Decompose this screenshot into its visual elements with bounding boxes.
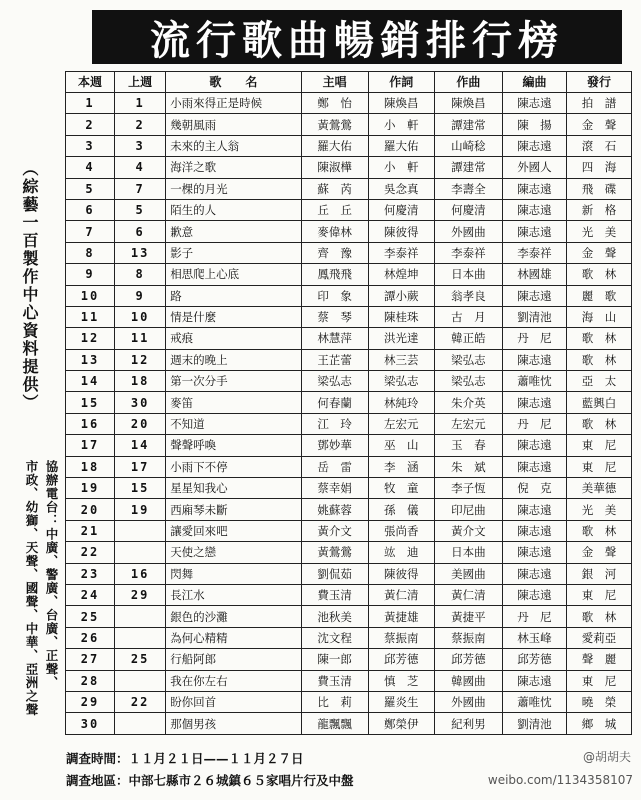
cell-composer: 朱介英	[434, 392, 502, 413]
cell-lyricist: 洪光達	[368, 328, 434, 349]
cell-lyricist: 牧 童	[368, 478, 434, 499]
cell-song: 海洋之歌	[166, 157, 301, 178]
table-row	[66, 413, 632, 434]
cell-arranger: 劉清池	[502, 713, 566, 734]
cell-composer: 外國曲	[434, 221, 502, 242]
cell-arranger: 邱芳德	[502, 649, 566, 670]
cell-label: 東 尼	[566, 670, 631, 691]
cell-last-week: 20	[115, 413, 166, 434]
cell-song: 閃舞	[166, 563, 301, 584]
cell-last-week: 30	[115, 392, 166, 413]
cell-lyricist: 陳煥昌	[368, 93, 434, 114]
cell-this-week: 6	[66, 199, 115, 220]
table-row	[66, 478, 632, 499]
cell-song: 週末的晚上	[166, 349, 301, 370]
cell-lyricist: 李 涵	[368, 456, 434, 477]
page-title: 流行歌曲暢銷排行榜	[92, 10, 622, 64]
cell-composer: 印尼曲	[434, 499, 502, 520]
table-row	[66, 264, 632, 285]
cell-song: 小雨來得正是時候	[166, 93, 301, 114]
cell-singer: 梁弘志	[301, 371, 368, 392]
cell-singer: 黃鶯鶯	[301, 114, 368, 135]
cell-song: 陌生的人	[166, 199, 301, 220]
cell-this-week: 30	[66, 713, 115, 734]
cell-label: 歌 林	[566, 349, 631, 370]
cell-last-week: 9	[115, 285, 166, 306]
cell-arranger: 劉清池	[502, 306, 566, 327]
cell-song: 星星知我心	[166, 478, 301, 499]
cell-arranger: 林玉峰	[502, 627, 566, 648]
cell-arranger: 陳志遠	[502, 199, 566, 220]
cell-lyricist: 譚小蕨	[368, 285, 434, 306]
table-row	[66, 499, 632, 520]
cell-composer: 梁弘志	[434, 349, 502, 370]
cell-song: 影子	[166, 242, 301, 263]
cell-singer: 劉侃茹	[301, 563, 368, 584]
cell-song: 我在你左右	[166, 670, 301, 691]
cell-song: 盼你回首	[166, 691, 301, 712]
cell-last-week: 11	[115, 328, 166, 349]
cell-last-week: 22	[115, 691, 166, 712]
cell-song: 戒痕	[166, 328, 301, 349]
cell-arranger: 外國人	[502, 157, 566, 178]
cell-label: 歌 林	[566, 606, 631, 627]
watermark-handle: @胡胡夫	[582, 750, 631, 764]
cell-arranger: 陳志遠	[502, 563, 566, 584]
table-row	[66, 371, 632, 392]
table-row	[66, 328, 632, 349]
cell-arranger: 陳志遠	[502, 520, 566, 541]
table-row	[66, 93, 632, 114]
cell-arranger: 陳志遠	[502, 392, 566, 413]
cell-song: 麥笛	[166, 392, 301, 413]
cell-this-week: 26	[66, 627, 115, 648]
table-row	[66, 627, 632, 648]
cell-this-week: 25	[66, 606, 115, 627]
cell-this-week: 9	[66, 264, 115, 285]
cell-label: 銀 河	[566, 563, 631, 584]
cell-arranger: 林國雄	[502, 264, 566, 285]
cell-lyricist: 李泰祥	[368, 242, 434, 263]
cell-arranger: 陳 揚	[502, 114, 566, 135]
cell-label: 光 美	[566, 499, 631, 520]
cell-composer: 李壽全	[434, 178, 502, 199]
cell-song: 幾朝風雨	[166, 114, 301, 135]
cell-this-week: 28	[66, 670, 115, 691]
table-header-row	[66, 72, 632, 93]
cell-lyricist: 羅炎生	[368, 691, 434, 712]
cell-arranger: 陳志遠	[502, 93, 566, 114]
table-row	[66, 114, 632, 135]
cell-lyricist: 羅大佑	[368, 135, 434, 156]
cell-composer: 黃介文	[434, 520, 502, 541]
cell-singer: 鄭 怡	[301, 93, 368, 114]
cell-this-week: 10	[66, 285, 115, 306]
cell-singer: 岳 雷	[301, 456, 368, 477]
cell-last-week: 6	[115, 221, 166, 242]
cell-song: 情是什麼	[166, 306, 301, 327]
cell-composer: 李子恆	[434, 478, 502, 499]
cell-this-week: 22	[66, 542, 115, 563]
cell-label: 鄉 城	[566, 713, 631, 734]
cell-last-week: 16	[115, 563, 166, 584]
cell-this-week: 1	[66, 93, 115, 114]
cell-this-week: 24	[66, 584, 115, 605]
cell-last-week: 1	[115, 93, 166, 114]
cell-this-week: 29	[66, 691, 115, 712]
cell-lyricist: 梁弘志	[368, 371, 434, 392]
cell-composer: 黃捷平	[434, 606, 502, 627]
cell-singer: 江 玲	[301, 413, 368, 434]
cell-song: 長江水	[166, 584, 301, 605]
cell-arranger: 丹 尼	[502, 328, 566, 349]
cell-last-week	[115, 542, 166, 563]
cell-singer: 池秋美	[301, 606, 368, 627]
cell-composer: 日本曲	[434, 264, 502, 285]
cell-song: 聲聲呼喚	[166, 435, 301, 456]
cell-singer: 姚蘇蓉	[301, 499, 368, 520]
cell-this-week: 2	[66, 114, 115, 135]
cell-composer: 何慶清	[434, 199, 502, 220]
cell-this-week: 3	[66, 135, 115, 156]
cell-composer: 日本曲	[434, 542, 502, 563]
header-song: 歌 名	[166, 72, 301, 93]
header-label: 發行	[566, 72, 631, 93]
cell-label: 東 尼	[566, 584, 631, 605]
cell-last-week: 4	[115, 157, 166, 178]
cell-label: 歌 林	[566, 413, 631, 434]
cell-last-week: 5	[115, 199, 166, 220]
survey-time: 調查時間：１１月２１日——１１月２７日	[66, 751, 304, 766]
table-row	[66, 520, 632, 541]
cell-last-week: 2	[115, 114, 166, 135]
cell-label: 曉 榮	[566, 691, 631, 712]
cell-this-week: 12	[66, 328, 115, 349]
cell-lyricist: 林純玲	[368, 392, 434, 413]
cell-song: 一棵的月光	[166, 178, 301, 199]
cell-this-week: 8	[66, 242, 115, 263]
cell-this-week: 23	[66, 563, 115, 584]
cell-this-week: 11	[66, 306, 115, 327]
cell-this-week: 14	[66, 371, 115, 392]
cell-lyricist: 孫 儀	[368, 499, 434, 520]
cell-singer: 陳一郎	[301, 649, 368, 670]
cell-composer: 左宏元	[434, 413, 502, 434]
table-row	[66, 670, 632, 691]
cell-lyricist: 邱芳德	[368, 649, 434, 670]
cell-last-week: 19	[115, 499, 166, 520]
cell-singer: 蔡 琴	[301, 306, 368, 327]
table-row	[66, 435, 632, 456]
cell-composer: 邱芳德	[434, 649, 502, 670]
table-row	[66, 392, 632, 413]
cell-this-week: 21	[66, 520, 115, 541]
table-row	[66, 606, 632, 627]
cell-singer: 林慧萍	[301, 328, 368, 349]
cell-lyricist: 吳念真	[368, 178, 434, 199]
header-last-week: 上週	[115, 72, 166, 93]
cell-singer: 黃介文	[301, 520, 368, 541]
cell-lyricist: 陳彼得	[368, 221, 434, 242]
cell-label: 藍興白	[566, 392, 631, 413]
cell-last-week: 10	[115, 306, 166, 327]
cell-last-week	[115, 713, 166, 734]
cell-song: 行船阿郎	[166, 649, 301, 670]
cell-last-week: 14	[115, 435, 166, 456]
cell-composer: 韓正皓	[434, 328, 502, 349]
cell-singer: 黃鶯鶯	[301, 542, 368, 563]
stations-line-2: 市政、幼獅、天聲、國聲、中華、亞洲之聲	[24, 460, 39, 717]
cell-label: 東 尼	[566, 435, 631, 456]
table-row	[66, 649, 632, 670]
cell-singer: 蔡幸娟	[301, 478, 368, 499]
stations-note	[2, 460, 60, 770]
cell-label: 愛莉亞	[566, 627, 631, 648]
cell-singer: 王芷蕾	[301, 349, 368, 370]
cell-singer: 印 象	[301, 285, 368, 306]
table-row	[66, 242, 632, 263]
header-arranger: 編曲	[502, 72, 566, 93]
cell-arranger: 李泰祥	[502, 242, 566, 263]
cell-composer: 譚建常	[434, 114, 502, 135]
cell-singer: 麥偉林	[301, 221, 368, 242]
cell-label: 麗 歌	[566, 285, 631, 306]
cell-arranger: 倪 克	[502, 478, 566, 499]
cell-song: 歉意	[166, 221, 301, 242]
header-singer: 主唱	[301, 72, 368, 93]
cell-arranger: 陳志遠	[502, 499, 566, 520]
cell-singer: 陳淑樺	[301, 157, 368, 178]
cell-composer: 李泰祥	[434, 242, 502, 263]
survey-area: 調查地區：中部七縣市２６城鎮６５家唱片行及中盤	[66, 773, 354, 788]
cell-arranger: 陳志遠	[502, 135, 566, 156]
cell-singer: 丘 丘	[301, 199, 368, 220]
cell-composer: 外國曲	[434, 691, 502, 712]
cell-last-week: 8	[115, 264, 166, 285]
cell-last-week: 13	[115, 242, 166, 263]
cell-label: 美華德	[566, 478, 631, 499]
cell-arranger: 陳志遠	[502, 221, 566, 242]
cell-last-week: 25	[115, 649, 166, 670]
cell-label: 金 聲	[566, 242, 631, 263]
cell-song: 天使之戀	[166, 542, 301, 563]
cell-label: 新 格	[566, 199, 631, 220]
cell-this-week: 17	[66, 435, 115, 456]
table-row	[66, 542, 632, 563]
table-row	[66, 691, 632, 712]
header-this-week: 本週	[66, 72, 115, 93]
cell-label: 亞 太	[566, 371, 631, 392]
cell-last-week: 3	[115, 135, 166, 156]
cell-label: 歌 林	[566, 520, 631, 541]
cell-label: 拍 譜	[566, 93, 631, 114]
cell-composer: 玉 春	[434, 435, 502, 456]
cell-composer: 蔡振南	[434, 627, 502, 648]
cell-last-week	[115, 606, 166, 627]
cell-last-week: 7	[115, 178, 166, 199]
cell-label: 四 海	[566, 157, 631, 178]
table-row	[66, 178, 632, 199]
cell-song: 西廂琴未斷	[166, 499, 301, 520]
cell-label: 金 聲	[566, 114, 631, 135]
cell-composer: 山崎稔	[434, 135, 502, 156]
cell-song: 為何心精精	[166, 627, 301, 648]
cell-arranger: 丹 尼	[502, 413, 566, 434]
cell-composer: 古 月	[434, 306, 502, 327]
cell-composer: 譚建常	[434, 157, 502, 178]
header-composer: 作曲	[434, 72, 502, 93]
cell-this-week: 4	[66, 157, 115, 178]
cell-this-week: 7	[66, 221, 115, 242]
cell-last-week: 12	[115, 349, 166, 370]
cell-this-week: 13	[66, 349, 115, 370]
cell-singer: 鳳飛飛	[301, 264, 368, 285]
cell-lyricist: 蔡振南	[368, 627, 434, 648]
cell-singer: 費玉清	[301, 670, 368, 691]
cell-singer: 蘇 芮	[301, 178, 368, 199]
cell-arranger: 蕭唯忱	[502, 691, 566, 712]
cell-last-week: 15	[115, 478, 166, 499]
cell-lyricist: 張尚香	[368, 520, 434, 541]
cell-arranger: 蕭唯忱	[502, 371, 566, 392]
cell-composer: 朱 斌	[434, 456, 502, 477]
cell-label: 海 山	[566, 306, 631, 327]
table-row	[66, 713, 632, 734]
cell-this-week: 27	[66, 649, 115, 670]
cell-singer: 比 莉	[301, 691, 368, 712]
cell-composer: 翁孝良	[434, 285, 502, 306]
table-row	[66, 135, 632, 156]
cell-composer: 韓國曲	[434, 670, 502, 691]
cell-lyricist: 左宏元	[368, 413, 434, 434]
cell-this-week: 15	[66, 392, 115, 413]
cell-this-week: 18	[66, 456, 115, 477]
table-row	[66, 456, 632, 477]
cell-arranger: 陳志遠	[502, 285, 566, 306]
cell-lyricist: 林三芸	[368, 349, 434, 370]
cell-label: 歌 林	[566, 264, 631, 285]
cell-song: 銀色的沙灘	[166, 606, 301, 627]
cell-lyricist: 林煌坤	[368, 264, 434, 285]
cell-lyricist: 黃捷雄	[368, 606, 434, 627]
cell-this-week: 20	[66, 499, 115, 520]
cell-arranger: 陳志遠	[502, 542, 566, 563]
cell-label: 東 尼	[566, 456, 631, 477]
cell-this-week: 16	[66, 413, 115, 434]
cell-last-week: 18	[115, 371, 166, 392]
cell-song: 那個男孩	[166, 713, 301, 734]
header-lyricist: 作詞	[368, 72, 434, 93]
cell-arranger: 丹 尼	[502, 606, 566, 627]
table-row	[66, 199, 632, 220]
cell-composer: 梁弘志	[434, 371, 502, 392]
cell-label: 歌 林	[566, 328, 631, 349]
cell-singer: 羅大佑	[301, 135, 368, 156]
cell-arranger: 陳志遠	[502, 349, 566, 370]
cell-song: 路	[166, 285, 301, 306]
cell-singer: 鄧妙華	[301, 435, 368, 456]
cell-singer: 費玉清	[301, 584, 368, 605]
cell-arranger: 陳志遠	[502, 456, 566, 477]
cell-label: 滾 石	[566, 135, 631, 156]
cell-label: 飛 碟	[566, 178, 631, 199]
cell-lyricist: 鄭榮伊	[368, 713, 434, 734]
cell-lyricist: 巫 山	[368, 435, 434, 456]
watermark-url: weibo.com/1134358107	[487, 773, 633, 787]
cell-label: 光 美	[566, 221, 631, 242]
cell-arranger: 陳志遠	[502, 178, 566, 199]
cell-lyricist: 黃仁清	[368, 584, 434, 605]
cell-lyricist: 小 軒	[368, 114, 434, 135]
cell-composer: 紀利男	[434, 713, 502, 734]
cell-lyricist: 小 軒	[368, 157, 434, 178]
cell-last-week: 17	[115, 456, 166, 477]
stations-line-1: 協辦電台：中廣、警廣、台廣、正聲、	[44, 460, 59, 690]
cell-lyricist: 陳彼得	[368, 563, 434, 584]
cell-song: 讓愛回來吧	[166, 520, 301, 541]
cell-lyricist: 慎 芝	[368, 670, 434, 691]
cell-singer: 龍飄飄	[301, 713, 368, 734]
cell-lyricist: 竑 迪	[368, 542, 434, 563]
source-note: （綜藝一百製作中心資料提供）	[20, 160, 39, 412]
cell-singer: 沈文程	[301, 627, 368, 648]
cell-label: 聲 麗	[566, 649, 631, 670]
chart-table	[65, 71, 632, 735]
cell-arranger: 陳志遠	[502, 670, 566, 691]
cell-singer: 齊 豫	[301, 242, 368, 263]
table-row	[66, 285, 632, 306]
cell-last-week	[115, 520, 166, 541]
table-row	[66, 221, 632, 242]
cell-song: 第一次分手	[166, 371, 301, 392]
cell-arranger: 陳志遠	[502, 584, 566, 605]
cell-arranger: 陳志遠	[502, 435, 566, 456]
cell-last-week	[115, 627, 166, 648]
table-row	[66, 349, 632, 370]
cell-label: 金 聲	[566, 542, 631, 563]
cell-this-week: 5	[66, 178, 115, 199]
cell-composer: 黃仁清	[434, 584, 502, 605]
cell-song: 小雨下不停	[166, 456, 301, 477]
table-row	[66, 157, 632, 178]
cell-composer: 美國曲	[434, 563, 502, 584]
cell-song: 不知道	[166, 413, 301, 434]
cell-lyricist: 陳桂珠	[368, 306, 434, 327]
cell-singer: 何春蘭	[301, 392, 368, 413]
table-row	[66, 306, 632, 327]
table-row	[66, 563, 632, 584]
cell-song: 相思爬上心底	[166, 264, 301, 285]
table-row	[66, 584, 632, 605]
cell-lyricist: 何慶清	[368, 199, 434, 220]
cell-last-week	[115, 670, 166, 691]
cell-song: 未來的主人翁	[166, 135, 301, 156]
cell-composer: 陳煥昌	[434, 93, 502, 114]
cell-this-week: 19	[66, 478, 115, 499]
cell-last-week: 29	[115, 584, 166, 605]
